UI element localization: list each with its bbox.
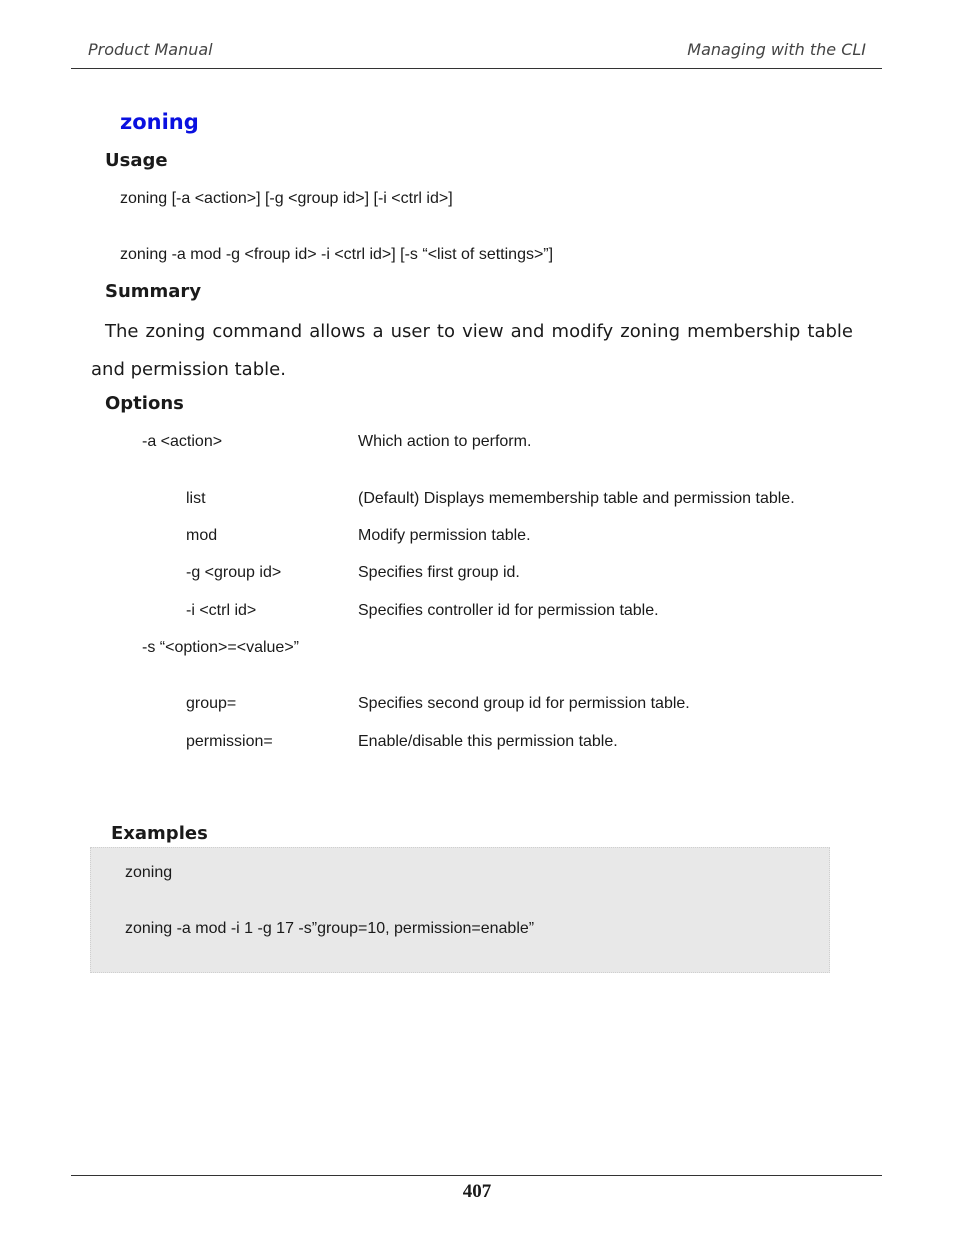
footer-rule [71, 1175, 882, 1176]
option-name: list [186, 490, 206, 507]
option-description: Modify permission table. [358, 527, 531, 544]
example-line: zoning -a mod -i 1 -g 17 -s”group=10, permission=enable” [125, 920, 535, 937]
option-name: mod [186, 527, 218, 544]
summary-body: The zoning command allows a user to view and modify zoning membership table and permission table. [91, 321, 853, 380]
option-name: -s “<option>=<value>” [142, 639, 299, 656]
examples-heading: Examples [111, 823, 208, 844]
option-description: Which action to perform. [358, 433, 532, 450]
summary-text [91, 313, 853, 389]
example-code-box [90, 847, 830, 973]
options-heading: Options [105, 393, 184, 414]
option-description: (Default) Displays memembership table and permission table. [358, 490, 795, 507]
option-description: Specifies first group id. [358, 564, 520, 581]
option-description: Specifies controller id for permission table. [358, 602, 659, 619]
option-description: Specifies second group id for permission table. [358, 695, 690, 712]
option-description: Enable/disable this permission table. [358, 733, 618, 750]
usage-heading: Usage [105, 150, 168, 171]
option-name: -g <group id> [186, 564, 282, 581]
summary-heading: Summary [105, 281, 202, 302]
command-title: zoning [120, 110, 199, 134]
page-number: 407 [462, 1181, 492, 1202]
header-left: Product Manual [88, 40, 213, 59]
option-name: -a <action> [142, 433, 223, 450]
header-rule [71, 68, 882, 69]
option-name: permission= [186, 733, 273, 750]
usage-line: zoning [-a <action>] [-g <group id>] [-i <ctrl id>] [120, 190, 453, 207]
header-right: Managing with the CLI [687, 40, 866, 59]
option-name: -i <ctrl id> [186, 602, 257, 619]
option-name: group= [186, 695, 237, 712]
example-line: zoning [125, 864, 173, 881]
usage-line: zoning -a mod -g <froup id> -i <ctrl id>] [-s “<list of settings>”] [120, 246, 554, 263]
